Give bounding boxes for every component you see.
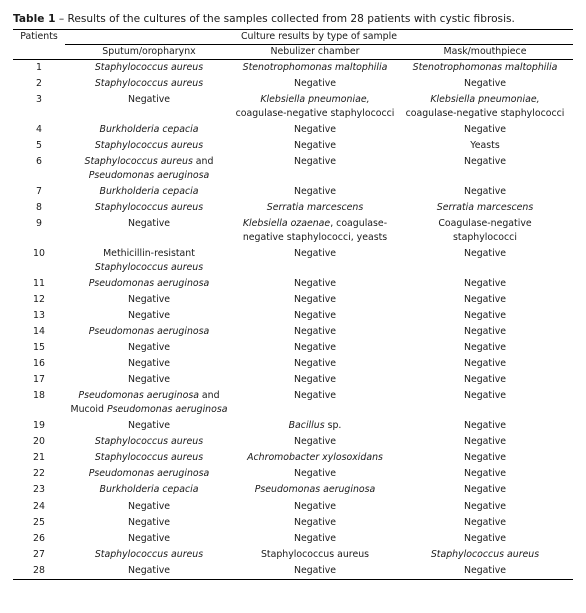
cell-text: Negative — [293, 516, 337, 528]
cell-text: Methicillin-resistant — [103, 248, 195, 259]
table-row — [13, 246, 573, 276]
cell-text: Negative — [463, 468, 507, 480]
cell-text: Serratia marcescens — [436, 202, 534, 214]
mask-result — [397, 76, 573, 92]
cell-text: Negative — [463, 293, 507, 305]
mask-result — [397, 308, 573, 324]
mask-result — [397, 122, 573, 138]
table-row — [13, 200, 573, 216]
sputum-result — [65, 200, 233, 216]
nebulizer-result — [233, 547, 397, 563]
cell-text: Negative — [127, 342, 171, 354]
header-mask: Mask/mouthpiece — [397, 45, 573, 60]
cell-text: Yeasts — [470, 140, 500, 152]
cell-text: Negative — [293, 124, 337, 136]
nebulizer-result — [233, 216, 397, 246]
table-row — [13, 418, 573, 434]
nebulizer-result — [233, 154, 397, 184]
cell-text: Staphylococcus aureus — [94, 78, 204, 90]
cell-text: Coagulase-negative — [438, 218, 532, 230]
mask-result — [397, 276, 573, 292]
cell-text: Staphylococcus aureus — [94, 261, 204, 273]
cell-text: , coagulase- — [330, 218, 388, 230]
cell-text: Negative — [127, 293, 171, 305]
cell-text: Negative — [463, 374, 507, 386]
cell-text: Negative — [127, 516, 171, 528]
table-row — [13, 138, 573, 154]
cell-text: Bacillus — [288, 420, 325, 432]
sputum-result — [65, 482, 233, 498]
header-patients: Patients — [13, 30, 65, 45]
cell-text: Negative — [463, 436, 507, 448]
table-caption-text: – Results of the cultures of the samples collected from 28 patients with cystic fibrosis. — [55, 13, 515, 25]
cell-text: Negative — [127, 500, 171, 512]
patient-number: 5 — [36, 140, 42, 152]
cell-text: Staphylococcus aureus — [84, 156, 193, 168]
cell-text: Pseudomonas aeruginosa — [106, 404, 228, 416]
nebulizer-result — [233, 563, 397, 580]
cell-text: Pseudomonas aeruginosa — [88, 326, 210, 338]
mask-result — [397, 547, 573, 563]
nebulizer-result — [233, 356, 397, 372]
cell-text: Stenotrophomonas maltophilia — [412, 62, 558, 74]
sputum-result — [65, 450, 233, 466]
mask-result — [397, 514, 573, 530]
nebulizer-result — [233, 292, 397, 308]
patient-number: 4 — [36, 124, 42, 136]
cell-text: Burkholderia cepacia — [99, 484, 199, 496]
patient-number: 12 — [33, 293, 45, 305]
cell-text: Negative — [127, 358, 171, 370]
cell-text: Negative — [463, 516, 507, 528]
mask-result — [397, 388, 573, 418]
cell-text: Achromobacter xylosoxidans — [247, 452, 383, 464]
sputum-result — [65, 324, 233, 340]
cell-text: Negative — [293, 140, 337, 152]
cell-text: Staphylococcus aureus — [94, 140, 204, 152]
cell-text: Negative — [127, 532, 171, 544]
sputum-result — [65, 154, 233, 184]
table-row — [13, 498, 573, 514]
table-row — [13, 324, 573, 340]
cell-text: Negative — [127, 309, 171, 321]
sputum-result — [65, 92, 233, 122]
cell-text: negative staphylococci, yeasts — [242, 231, 388, 243]
sputum-result — [65, 388, 233, 418]
cell-text: Negative — [293, 248, 337, 259]
sputum-result — [65, 60, 233, 77]
patient-number: 19 — [33, 420, 45, 432]
mask-result — [397, 418, 573, 434]
cell-text: coagulase-negative staphylococci — [235, 108, 395, 120]
sputum-result — [65, 76, 233, 92]
patient-number: 23 — [33, 484, 45, 496]
mask-result — [397, 154, 573, 184]
cell-text: Negative — [127, 94, 171, 106]
cell-text: Negative — [293, 436, 337, 448]
mask-result — [397, 563, 573, 580]
patient-number: 24 — [33, 500, 45, 512]
mask-result — [397, 466, 573, 482]
cell-text: and — [192, 156, 214, 168]
nebulizer-result — [233, 498, 397, 514]
table-row — [13, 466, 573, 482]
mask-result — [397, 200, 573, 216]
patient-number: 2 — [36, 78, 42, 90]
cell-text: Negative — [463, 532, 507, 544]
table-row — [13, 216, 573, 246]
table-row — [13, 184, 573, 200]
cell-text: Negative — [127, 420, 171, 432]
cell-text: Negative — [293, 564, 337, 576]
patient-number: 13 — [33, 309, 45, 321]
table-row — [13, 356, 573, 372]
cell-text: Staphylococcus aureus — [94, 548, 204, 560]
cell-text: Staphylococcus aureus — [94, 452, 204, 464]
cell-text: Negative — [127, 374, 171, 386]
patient-number: 17 — [33, 374, 45, 386]
nebulizer-result — [233, 76, 397, 92]
nebulizer-result — [233, 138, 397, 154]
nebulizer-result — [233, 450, 397, 466]
nebulizer-result — [233, 200, 397, 216]
nebulizer-result — [233, 60, 397, 77]
table-body — [13, 60, 573, 580]
nebulizer-result — [233, 92, 397, 122]
mask-result — [397, 482, 573, 498]
cell-text: Klebsiella ozaenae — [242, 218, 331, 230]
cell-text: Negative — [293, 500, 337, 512]
sputum-result — [65, 216, 233, 246]
sputum-result — [65, 184, 233, 200]
header-blank — [13, 45, 65, 60]
patient-number: 8 — [36, 202, 42, 214]
table-row — [13, 122, 573, 138]
mask-result — [397, 372, 573, 388]
table-row — [13, 292, 573, 308]
header-nebulizer: Nebulizer chamber — [233, 45, 397, 60]
cell-text: Pseudomonas aeruginosa — [88, 277, 210, 289]
cell-text: sp. — [324, 420, 342, 432]
mask-result — [397, 246, 573, 276]
cell-text: Stenotrophomonas maltophilia — [242, 62, 388, 74]
cell-text: Negative — [463, 484, 507, 496]
cell-text: Negative — [463, 358, 507, 370]
cell-text: Staphylococcus aureus — [430, 548, 540, 560]
mask-result — [397, 138, 573, 154]
mask-result — [397, 292, 573, 308]
cell-text: Negative — [293, 309, 337, 321]
nebulizer-result — [233, 308, 397, 324]
cell-text: and — [198, 390, 220, 402]
mask-result — [397, 324, 573, 340]
mask-result — [397, 356, 573, 372]
cell-text: Negative — [463, 420, 507, 432]
patient-number: 1 — [36, 62, 42, 74]
nebulizer-result — [233, 340, 397, 356]
mask-result — [397, 60, 573, 77]
patient-number: 6 — [36, 156, 42, 168]
mask-result — [397, 450, 573, 466]
sputum-result — [65, 530, 233, 546]
cell-text: Negative — [127, 564, 171, 576]
cell-text: Negative — [293, 186, 337, 198]
cell-text: Negative — [293, 468, 337, 480]
cell-text: Negative — [127, 218, 171, 230]
nebulizer-result — [233, 122, 397, 138]
patient-number: 22 — [33, 468, 45, 480]
nebulizer-result — [233, 434, 397, 450]
cell-text: Mucoid — [70, 404, 107, 416]
cell-text: Negative — [293, 277, 337, 289]
sputum-result — [65, 372, 233, 388]
cell-text: Negative — [293, 78, 337, 90]
table-header — [13, 30, 573, 60]
nebulizer-result — [233, 372, 397, 388]
patient-number: 25 — [33, 516, 45, 528]
cell-text: Negative — [463, 277, 507, 289]
table-row — [13, 482, 573, 498]
cell-text: Negative — [463, 248, 507, 259]
cell-text: Negative — [293, 326, 337, 338]
sputum-result — [65, 498, 233, 514]
patient-number: 28 — [13, 563, 65, 580]
cell-text: Negative — [463, 452, 507, 464]
table-caption-label: Table 1 — [13, 13, 56, 25]
table-row — [13, 92, 573, 122]
sputum-result — [65, 434, 233, 450]
cell-text: Negative — [463, 156, 507, 168]
nebulizer-result — [233, 324, 397, 340]
patient-number: 27 — [33, 548, 45, 560]
table-row — [13, 154, 573, 184]
sputum-result — [65, 138, 233, 154]
nebulizer-result — [233, 466, 397, 482]
cell-text: Negative — [293, 358, 337, 370]
sputum-result — [65, 466, 233, 482]
cell-text: Negative — [463, 500, 507, 512]
cell-text: Pseudomonas aeruginosa — [78, 390, 199, 402]
cell-text: Staphylococcus aureus — [260, 548, 370, 560]
cell-text: Negative — [293, 374, 337, 386]
table-row — [13, 340, 573, 356]
sputum-result — [65, 122, 233, 138]
table-row — [13, 530, 573, 546]
nebulizer-result — [233, 482, 397, 498]
patient-number: 18 — [33, 390, 45, 402]
cell-text: Negative — [293, 390, 337, 402]
table-row — [13, 60, 573, 77]
cell-text: Klebsiella pneumoniae, — [260, 94, 370, 106]
sputum-result — [65, 292, 233, 308]
nebulizer-result — [233, 246, 397, 276]
patient-number: 16 — [33, 358, 45, 370]
cell-text: Pseudomonas aeruginosa — [88, 169, 210, 181]
table-row — [13, 76, 573, 92]
mask-result — [397, 434, 573, 450]
patient-number: 10 — [33, 248, 45, 259]
patient-number: 14 — [33, 326, 45, 338]
sputum-result — [65, 356, 233, 372]
culture-results-table — [13, 29, 573, 580]
cell-text: Negative — [463, 326, 507, 338]
cell-text: Negative — [463, 124, 507, 136]
cell-text: Pseudomonas aeruginosa — [88, 468, 210, 480]
header-sputum: Sputum/oropharynx — [65, 45, 233, 60]
cell-text: Klebsiella pneumoniae, — [430, 94, 540, 106]
table-row — [13, 276, 573, 292]
cell-text: coagulase-negative staphylococci — [405, 108, 565, 120]
sputum-result — [65, 308, 233, 324]
cell-text: Negative — [293, 532, 337, 544]
table-row — [13, 563, 573, 580]
cell-text: Staphylococcus aureus — [94, 436, 204, 448]
mask-result — [397, 216, 573, 246]
table-row — [13, 388, 573, 418]
patient-number: 7 — [36, 186, 42, 198]
mask-result — [397, 340, 573, 356]
sputum-result — [65, 514, 233, 530]
table-row — [13, 450, 573, 466]
sputum-result — [65, 340, 233, 356]
cell-text: Negative — [463, 390, 507, 402]
cell-text: Staphylococcus aureus — [94, 202, 204, 214]
cell-text: Burkholderia cepacia — [99, 124, 199, 136]
sputum-result — [65, 246, 233, 276]
nebulizer-result — [233, 184, 397, 200]
table-caption — [13, 12, 573, 26]
cell-text: Negative — [463, 564, 507, 576]
table-row — [13, 372, 573, 388]
sputum-result — [65, 276, 233, 292]
table-row — [13, 308, 573, 324]
nebulizer-result — [233, 530, 397, 546]
cell-text: Burkholderia cepacia — [99, 186, 199, 198]
table-figure — [13, 12, 573, 580]
cell-text: staphylococci — [453, 231, 517, 243]
mask-result — [397, 184, 573, 200]
cell-text: Negative — [463, 342, 507, 354]
nebulizer-result — [233, 388, 397, 418]
cell-text: Negative — [293, 156, 337, 168]
cell-text: Negative — [293, 293, 337, 305]
cell-text: Pseudomonas aeruginosa — [254, 484, 376, 496]
cell-text: Negative — [463, 78, 507, 90]
table-row — [13, 434, 573, 450]
patient-number: 26 — [33, 532, 45, 544]
table-row — [13, 514, 573, 530]
cell-text: Negative — [463, 186, 507, 198]
header-culture-results: Culture results by type of sample — [65, 30, 573, 45]
patient-number: 3 — [36, 94, 42, 106]
nebulizer-result — [233, 276, 397, 292]
mask-result — [397, 92, 573, 122]
patient-number: 21 — [33, 452, 45, 464]
cell-text: Serratia marcescens — [266, 202, 364, 214]
nebulizer-result — [233, 418, 397, 434]
mask-result — [397, 498, 573, 514]
sputum-result — [65, 418, 233, 434]
patient-number: 11 — [33, 277, 45, 289]
table-row — [13, 547, 573, 563]
sputum-result — [65, 563, 233, 580]
nebulizer-result — [233, 514, 397, 530]
patient-number: 20 — [33, 436, 45, 448]
patient-number: 9 — [36, 218, 42, 230]
sputum-result — [65, 547, 233, 563]
cell-text: Staphylococcus aureus — [94, 62, 204, 74]
mask-result — [397, 530, 573, 546]
cell-text: Negative — [463, 309, 507, 321]
cell-text: Negative — [293, 342, 337, 354]
patient-number: 15 — [33, 342, 45, 354]
